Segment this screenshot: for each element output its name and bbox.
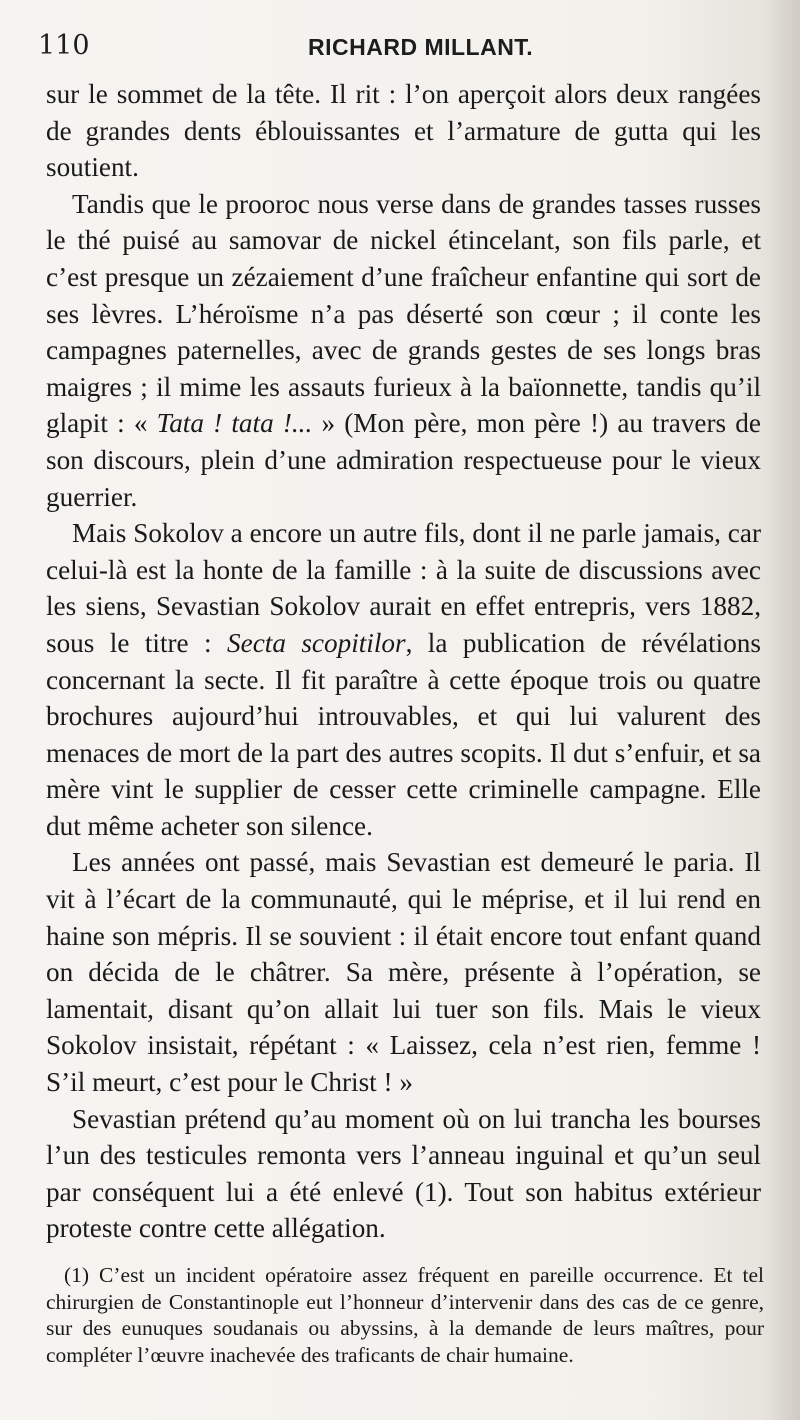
text-run: Mais Sokolov a encore un autre fils, dont il ne parle jamais, car celui-là est la honte de la famille : à la suite de discussions avec les siens, Sevastian Sokolov aurait en effet entrepris, vers 1882, sous le titre : (46, 518, 761, 658)
body-text (46, 76, 761, 1247)
paragraph (46, 844, 761, 1100)
paragraph (46, 76, 761, 186)
running-head: RICHARD MILLANT. (308, 34, 534, 60)
text-run: Tandis que le prooroc nous verse dans de grandes tasses russes le thé puisé au samovar de nickel étincelant, son fils parle, et c’est presque un zézaiement d’une fraîcheur enfantine qui sort de ses lèvres. L’héroïsme n’a pas déserté son cœur ; il conte les campagnes paternelles, avec de grands gestes de ses longs bras maigres ; il mime les assauts furieux à la baïonnette, tandis qu’il glapit : « (46, 188, 761, 439)
paragraph (46, 515, 761, 844)
paragraph (46, 1101, 761, 1247)
paragraph (46, 186, 761, 515)
italic-text-run: Tata ! tata !... (156, 408, 313, 439)
text-run: sur le sommet de la tête. Il rit : l’on aperçoit alors deux rangées de grandes dents éblouissantes et l’armature de gutta qui les soutient. (46, 79, 761, 183)
text-run: Les années ont passé, mais Sevastian est demeuré le paria. Il vit à l’écart de la communauté, qui le méprise, et il lui rend en haine son mépris. Il se souvient : il était encore tout enfant quand on décida de le châtrer. Sa mère, présente à l’opération, se lamentait, disant qu’on allait lui tuer son fils. Mais le vieux Sokolov insistait, répétant : « Laissez, cela n’est rien, femme ! S’il meurt, c’est pour le Christ ! » (46, 847, 761, 1098)
page-binding-shadow (764, 0, 800, 1420)
text-run: , la publication de révélations concernant la secte. Il fit paraître à cette époque trois ou quatre brochures aujourd’hui introuvables, et qui lui valurent des menaces de mort de la part des autres scopits. Il dut s’enfuir, et sa mère vint le supplier de cesser cette criminelle campagne. Elle dut même acheter son silence. (46, 627, 761, 841)
footnote (46, 1262, 764, 1368)
footnote-text: (1) C’est un incident opératoire assez fréquent en pareille occurrence. Et tel chirurgien de Constantinople eut l’honneur d’intervenir dans des cas de ce genre, sur des eunuques soudanais ou abyssins, à la demande de leurs maîtres, pour compléter l’œuvre inachevée des traficants de chair humaine. (46, 1263, 764, 1367)
text-run: » (Mon père, mon père !) au travers de son discours, plein d’une admiration respectueuse pour le vieux guerrier. (46, 408, 761, 512)
page-number: 110 (38, 30, 90, 61)
italic-text-run: Secta scopitilor (227, 627, 406, 658)
page-header (38, 30, 778, 74)
text-run: Sevastian prétend qu’au moment où on lui trancha les bourses l’un des testicules remonta vers l’anneau inguinal et qu’un seul par conséquent lui a été enlevé (1). Tout son habitus extérieur proteste contre cette allégation. (46, 1103, 761, 1244)
